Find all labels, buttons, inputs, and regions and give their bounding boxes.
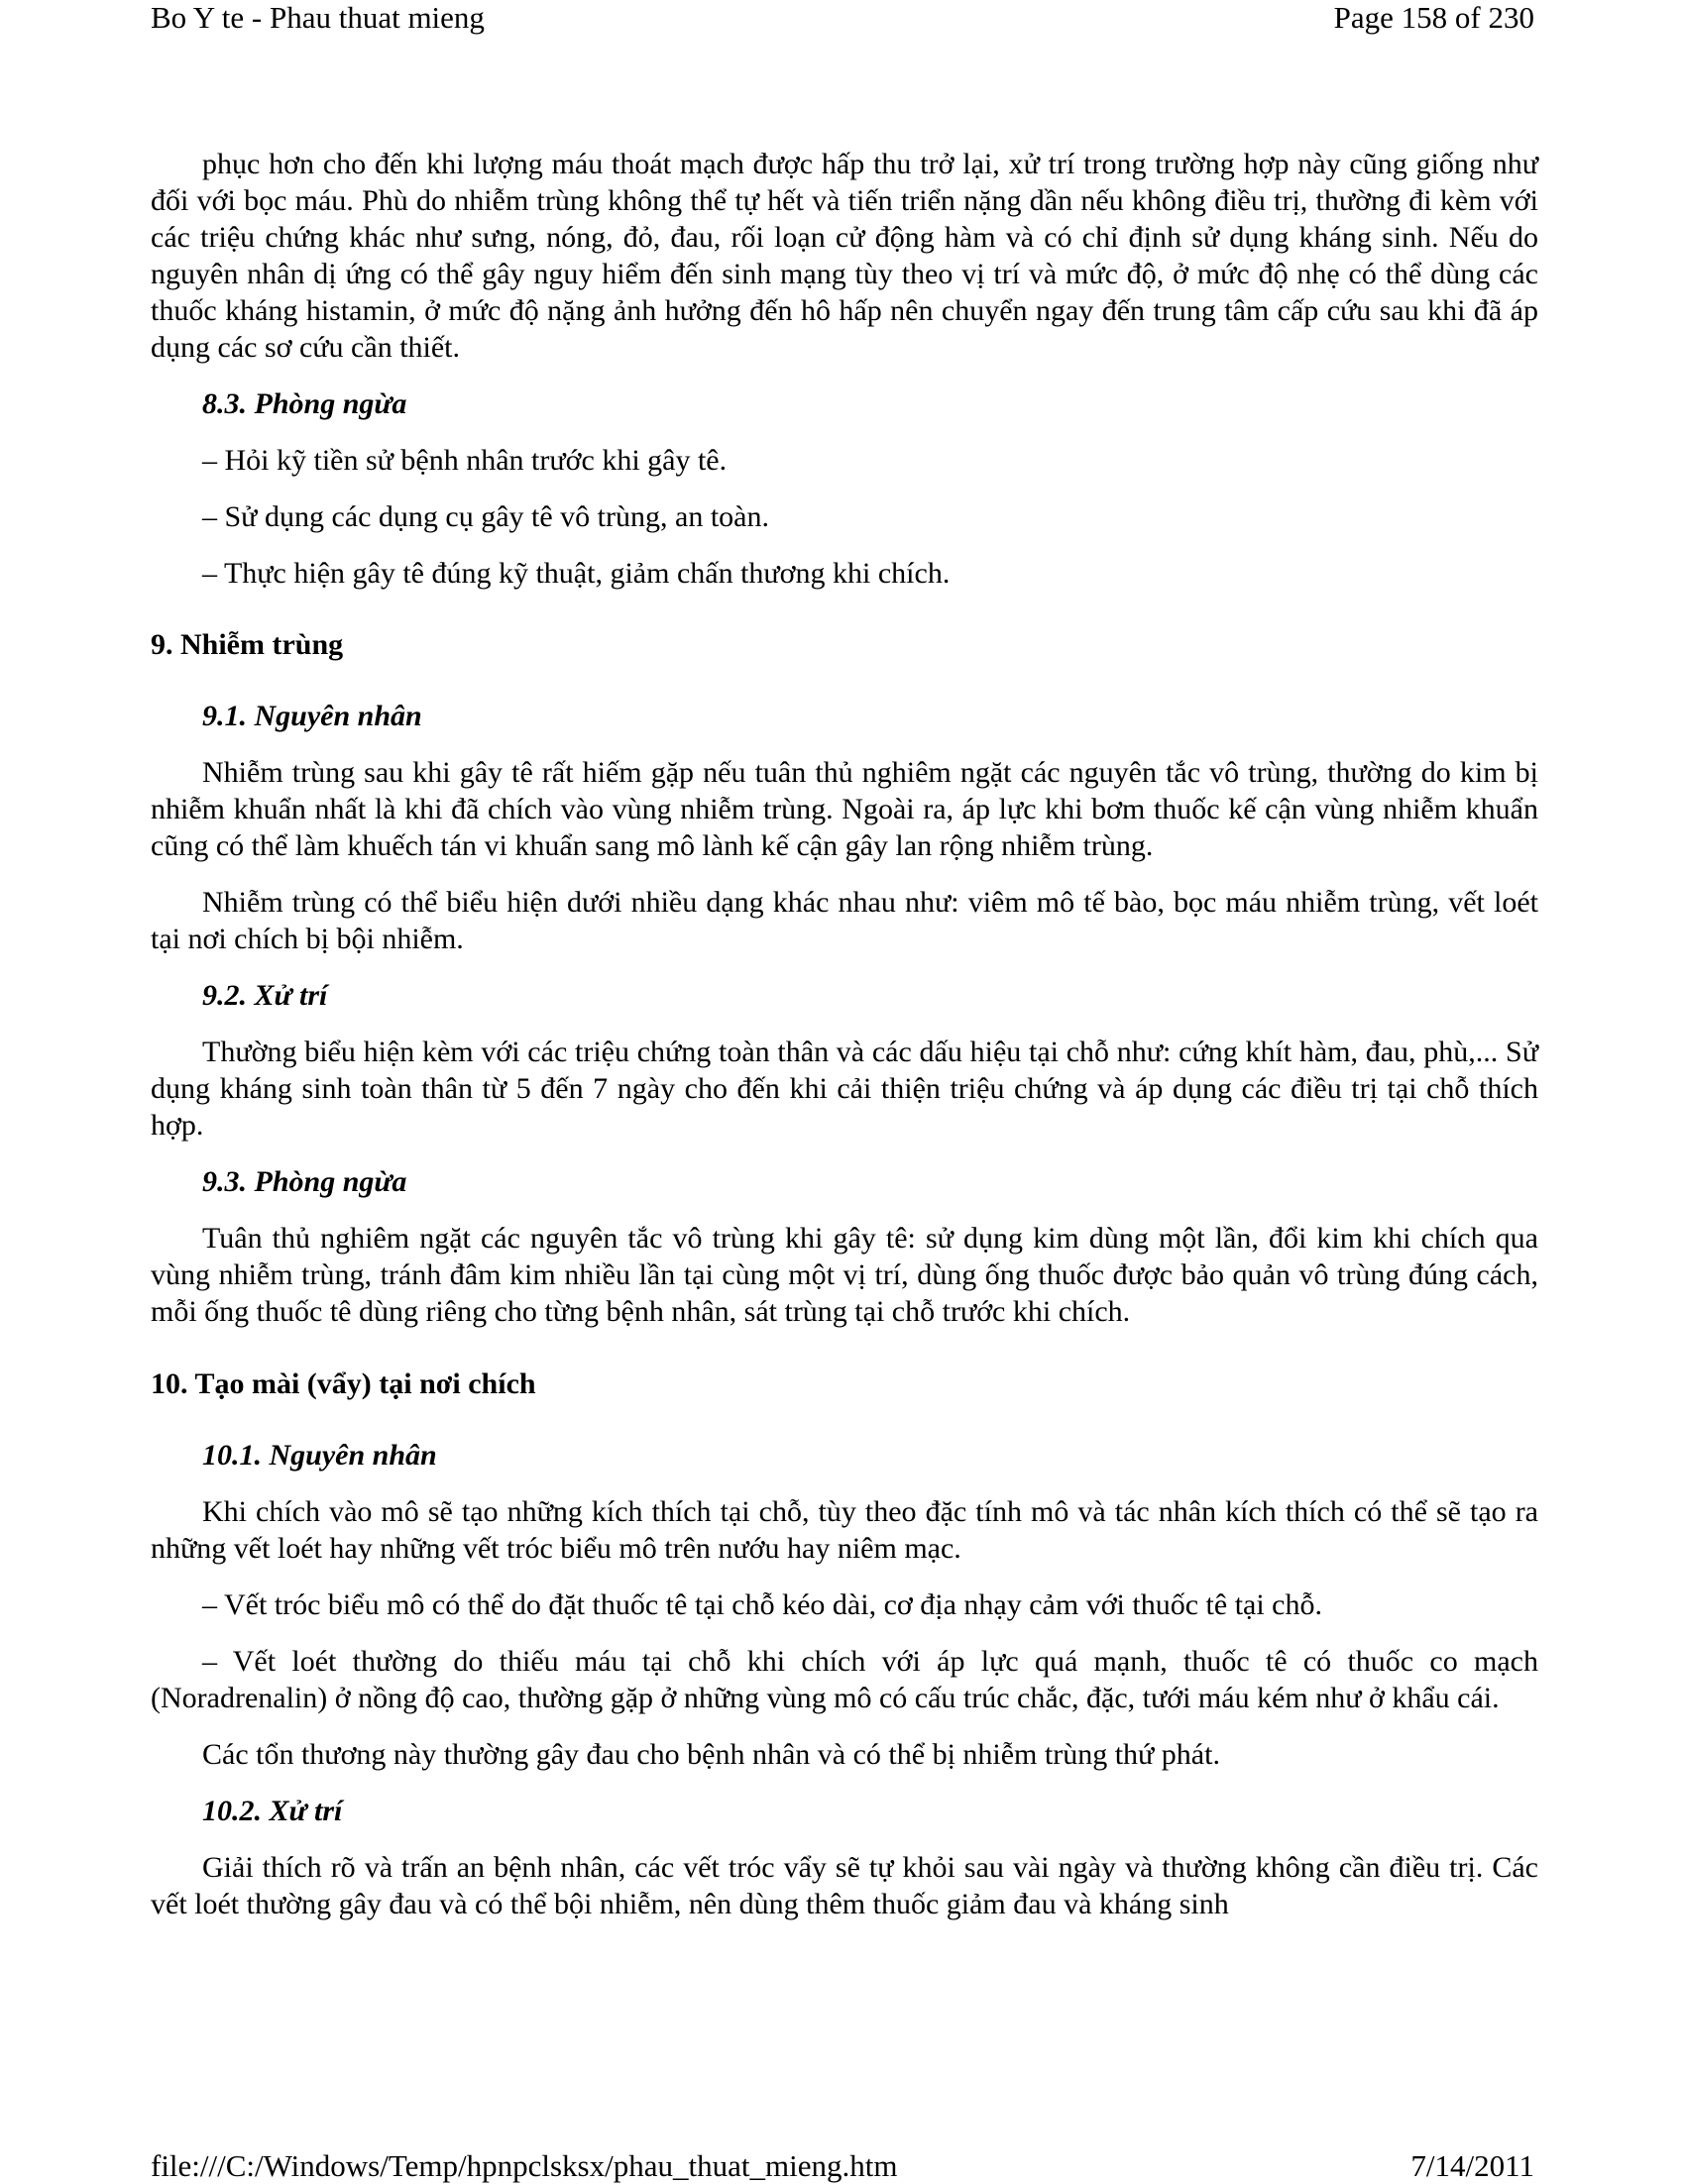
file-path: file:///C:/Windows/Temp/hpnpclsksx/phau_thuat_mieng.htm (151, 2148, 898, 2183)
heading-8-3: 8.3. Phòng ngừa (202, 387, 407, 420)
paragraph: Nhiễm trùng có thể biểu hiện dưới nhiều dạng khác nhau như: viêm mô tế bào, bọc máu nhiễm trùng, vết loét tại nơi chích bị bội nhiễm. (151, 886, 1538, 955)
page-number: Page 158 of 230 (1333, 0, 1534, 35)
page-footer (151, 2148, 1534, 2184)
heading-9-1: 9.1. Nguyên nhân (202, 700, 422, 732)
heading-10: 10. Tạo mài (vẩy) tại nơi chích (151, 1367, 536, 1400)
paragraph: Các tổn thương này thường gây đau cho bệnh nhân và có thể bị nhiễm trùng thứ phát. (202, 1738, 1220, 1771)
heading-10-1: 10.1. Nguyên nhân (202, 1439, 437, 1472)
heading-9-3: 9.3. Phòng ngừa (202, 1165, 407, 1198)
document-title: Bo Y te - Phau thuat mieng (151, 0, 485, 35)
list-item: – Vết loét thường do thiếu máu tại chỗ khi chích với áp lực quá mạnh, thuốc tê có thuốc co mạch (Noradrenalin) ở nồng độ cao, thường gặp ở những vùng mô có cấu trúc chắc, đặc, tưới máu kém như ở khẩu cái. (151, 1645, 1538, 1714)
print-date: 7/14/2011 (1410, 2148, 1534, 2183)
list-item: – Thực hiện gây tê đúng kỹ thuật, giảm chấn thương khi chích. (202, 557, 951, 590)
document-body (151, 146, 1538, 1922)
paragraph: Khi chích vào mô sẽ tạo những kích thích tại chỗ, tùy theo đặc tính mô và tác nhân kích thích có thể sẽ tạo ra những vết loét hay những vết tróc biểu mô trên nướu hay niêm mạc. (151, 1495, 1538, 1565)
list-item: – Hỏi kỹ tiền sử bệnh nhân trước khi gây tê. (202, 444, 728, 477)
heading-9-2: 9.2. Xử trí (202, 979, 328, 1012)
paragraph: Tuân thủ nghiêm ngặt các nguyên tắc vô trùng khi gây tê: sử dụng kim dùng một lần, đổi kim khi chích qua vùng nhiễm trùng, tránh đâm kim nhiều lần tại cùng một vị trí, dùng ống thuốc được bảo quản vô trùng đúng cách, mỗi ống thuốc tê dùng riêng cho từng bệnh nhân, sát trùng tại chỗ trước khi chích. (151, 1222, 1538, 1328)
heading-9: 9. Nhiễm trùng (151, 628, 344, 661)
paragraph: Nhiễm trùng sau khi gây tê rất hiếm gặp nếu tuân thủ nghiêm ngặt các nguyên tắc vô trùng, thường do kim bị nhiễm khuẩn nhất là khi đã chích vào vùng nhiễm trùng. Ngoài ra, áp lực khi bơm thuốc kế cận vùng nhiễm khuẩn cũng có thể làm khuếch tán vi khuẩn sang mô lành kế cận gây lan rộng nhiễm trùng. (151, 756, 1538, 862)
paragraph: Thường biểu hiện kèm với các triệu chứng toàn thân và các dấu hiệu tại chỗ như: cứng khít hàm, đau, phù,... Sử dụng kháng sinh toàn thân từ 5 đến 7 ngày cho đến khi cải thiện triệu chứng và áp dụng các điều trị tại chỗ thích hợp. (151, 1036, 1538, 1142)
paragraph: Giải thích rõ và trấn an bệnh nhân, các vết tróc vẩy sẽ tự khỏi sau vài ngày và thường không cần điều trị. Các vết loét thường gây đau và có thể bội nhiễm, nên dùng thêm thuốc giảm đau và kháng sinh (151, 1851, 1538, 1920)
paragraph-continuation: phục hơn cho đến khi lượng máu thoát mạch được hấp thu trở lại, xử trí trong trường hợp này cũng giống như đối với bọc máu. Phù do nhiễm trùng không thể tự hết và tiến triển nặng dần nếu không điều trị, thường đi kèm với các triệu chứng khác như sưng, nóng, đỏ, đau, rối loạn cử động hàm và có chỉ định sử dụng kháng sinh. Nếu do nguyên nhân dị ứng có thể gây nguy hiểm đến sinh mạng tùy theo vị trí và mức độ, ở mức độ nhẹ có thể dùng các thuốc kháng histamin, ở mức độ nặng ảnh hưởng đến hô hấp nên chuyển ngay đến trung tâm cấp cứu sau khi đã áp dụng các sơ cứu cần thiết. (151, 148, 1538, 364)
page-header (151, 0, 1534, 36)
heading-10-2: 10.2. Xử trí (202, 1795, 343, 1827)
list-item: – Sử dụng các dụng cụ gây tê vô trùng, an toàn. (202, 500, 769, 533)
list-item: – Vết tróc biểu mô có thể do đặt thuốc tê tại chỗ kéo dài, cơ địa nhạy cảm với thuốc tê tại chỗ. (202, 1588, 1322, 1621)
